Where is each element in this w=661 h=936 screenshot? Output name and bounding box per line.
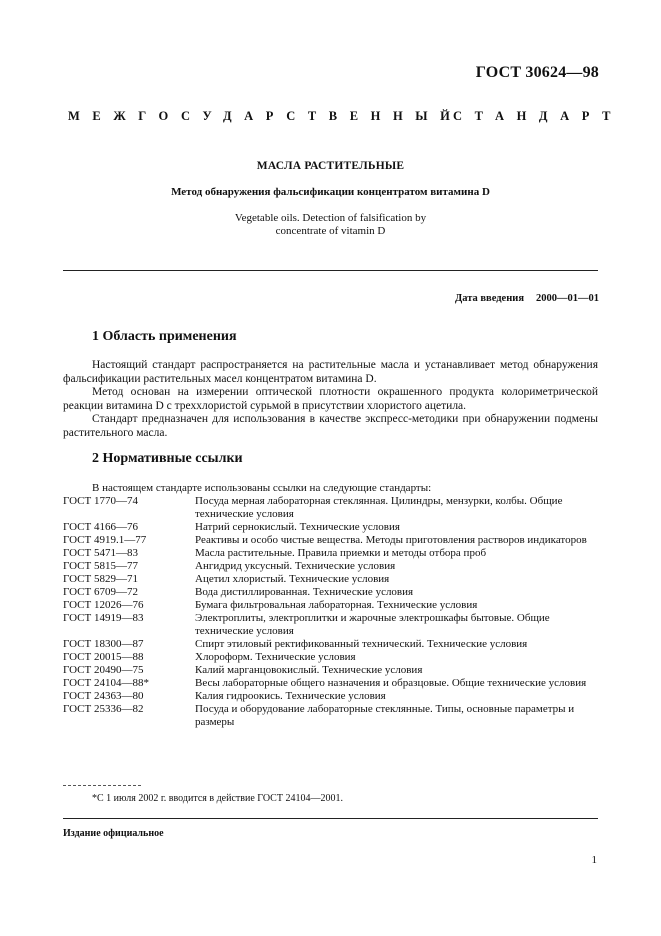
reference-row — [63, 534, 603, 547]
reference-code: ГОСТ 18300—87 — [63, 638, 144, 650]
reference-row — [63, 703, 603, 729]
document-title: МАСЛА РАСТИТЕЛЬНЫЕ — [256, 160, 405, 172]
reference-code: ГОСТ 14919—83 — [63, 612, 144, 624]
reference-code: ГОСТ 20490—75 — [63, 664, 144, 676]
reference-title: Калий марганцовокислый. Технические условия — [195, 664, 423, 676]
reference-title: Натрий сернокислый. Технические условия — [195, 521, 400, 533]
reference-code: ГОСТ 25336—82 — [63, 703, 144, 715]
section-1-heading: 1 Область применения — [92, 329, 237, 344]
standard-type-word-2: СТАНДАРТ — [453, 109, 624, 123]
reference-code: ГОСТ 24104—88* — [63, 677, 149, 689]
page-number: 1 — [591, 854, 597, 866]
reference-code: ГОСТ 5815—77 — [63, 560, 138, 572]
reference-title: Хлороформ. Технические условия — [195, 651, 356, 663]
references-body — [63, 495, 603, 729]
reference-title: Весы лабораторные общего назначения и образцовые. Общие технические условия — [195, 677, 587, 689]
reference-code: ГОСТ 5829—71 — [63, 573, 138, 585]
reference-code: ГОСТ 6709—72 — [63, 586, 138, 598]
document-subtitle: Метод обнаружения фальсификации концентратом витамина D — [171, 186, 490, 198]
reference-code: ГОСТ 4919.1—77 — [63, 534, 147, 546]
effective-date-label: Дата введения — [455, 293, 524, 304]
english-title-line-1: Vegetable oils. Detection of falsification by — [234, 212, 427, 224]
reference-title: Реактивы и особо чистые вещества. Методы приготовления растворов индикаторов — [195, 534, 587, 546]
section-1-paragraph-3: Стандарт предназначен для использования в качестве экспресс-методики при обнаружении подмены растительного масла. — [63, 413, 598, 439]
reference-code: ГОСТ 12026—76 — [63, 599, 144, 611]
reference-row — [63, 495, 603, 521]
reference-row — [63, 547, 603, 560]
reference-row — [63, 638, 603, 651]
reference-row — [63, 690, 603, 703]
footnote: *С 1 июля 2002 г. вводится в действие ГОСТ 24104—2001. — [92, 793, 343, 804]
reference-row — [63, 586, 603, 599]
section-1-paragraph-1: Настоящий стандарт распространяется на растительные масла и устанавливает метод обнаружения фальсификации растительных масел концентратом витамина D. — [63, 359, 598, 385]
reference-title: Спирт этиловый ректификованный технический. Технические условия — [195, 638, 528, 650]
english-title-line-2: concentrate of vitamin D — [275, 225, 386, 237]
reference-code: ГОСТ 24363—80 — [63, 690, 144, 702]
reference-row — [63, 612, 603, 638]
reference-row — [63, 651, 603, 664]
references-intro: В настоящем стандарте использованы ссылки на следующие стандарты: — [92, 482, 432, 494]
reference-row — [63, 560, 603, 573]
reference-title: Посуда мерная лабораторная стеклянная. Цилиндры, мензурки, колбы. Общие технические условия — [195, 495, 563, 520]
footnote-divider — [63, 785, 141, 786]
reference-title: Масла растительные. Правила приемки и методы отбора проб — [195, 547, 487, 559]
reference-row — [63, 521, 603, 534]
top-divider — [63, 270, 598, 271]
edition-label: Издание официальное — [63, 828, 164, 839]
reference-code: ГОСТ 1770—74 — [63, 495, 138, 507]
reference-title: Вода дистиллированная. Технические условия — [195, 586, 414, 598]
reference-title: Бумага фильтровальная лабораторная. Технические условия — [195, 599, 478, 611]
reference-title: Электроплиты, электроплитки и жарочные электрошкафы бытовые. Общие технические условия — [195, 612, 550, 637]
reference-row — [63, 573, 603, 586]
reference-title: Ацетил хлористый. Технические условия — [195, 573, 390, 585]
bottom-divider — [63, 818, 598, 819]
reference-code: ГОСТ 5471—83 — [63, 547, 138, 559]
section-2-heading: 2 Нормативные ссылки — [92, 451, 243, 466]
reference-row — [63, 677, 603, 690]
document-number: ГОСТ 30624—98 — [475, 64, 599, 81]
reference-title: Калия гидроокись. Технические условия — [195, 690, 386, 702]
section-1-paragraph-2: Метод основан на измерении оптической плотности окрашенного продукта колориметрической реакции витамина D с треххлористой сурьмой в присутствии хлористого ацетила. — [63, 386, 598, 412]
reference-title: Ангидрид уксусный. Технические условия — [195, 560, 396, 572]
references-list — [63, 482, 603, 729]
reference-title: Посуда и оборудование лабораторные стеклянные. Типы, основные параметры и размеры — [195, 703, 575, 728]
effective-date-value: 2000—01—01 — [536, 293, 599, 304]
reference-row — [63, 664, 603, 677]
english-title — [0, 212, 661, 238]
standard-type-word-1: МЕЖГОСУДАРСТВЕННЫЙ — [68, 109, 463, 123]
effective-date — [455, 293, 599, 304]
reference-row — [63, 599, 603, 612]
reference-code: ГОСТ 4166—76 — [63, 521, 138, 533]
reference-code: ГОСТ 20015—88 — [63, 651, 144, 663]
